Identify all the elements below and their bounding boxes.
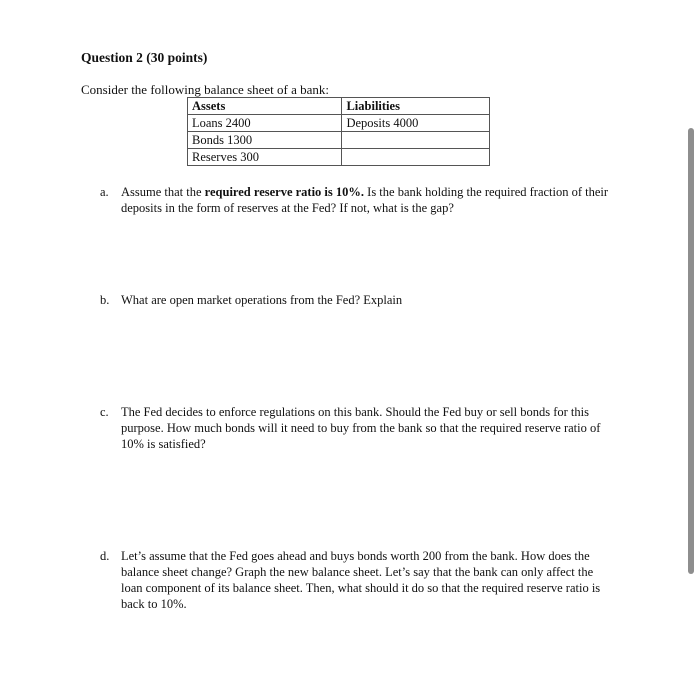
table-cell: Bonds 1300 xyxy=(188,132,342,149)
part-text: The Fed decides to enforce regulations on this bank. Should the Fed buy or sell bonds for this purpose. How much bonds will it need to buy from the bank so that the required reserve ratio of 10% is satisfied? xyxy=(121,405,601,451)
question-part-c xyxy=(100,404,610,452)
question-part-d xyxy=(100,548,610,612)
part-text-bold: required reserve ratio is 10%. xyxy=(204,185,365,199)
part-letter: d. xyxy=(100,549,110,563)
table-cell: Deposits 4000 xyxy=(342,115,490,132)
part-text: Let’s assume that the Fed goes ahead and buys bonds worth 200 from the bank. How does the balance sheet change? Graph the new balance sheet. Let’s say that the bank can only affect the loan component of its balance sheet. Then, what should it do so that the required reserve ratio is back to 10%. xyxy=(121,549,601,611)
vertical-scrollbar[interactable] xyxy=(688,128,694,574)
question-part-a xyxy=(100,184,610,216)
balance-sheet-table xyxy=(187,97,490,166)
table-header-row xyxy=(188,98,490,115)
table-cell: Reserves 300 xyxy=(188,149,342,166)
question-title: Question 2 (30 points) xyxy=(81,50,208,65)
part-text-segment: Assume that the xyxy=(121,185,205,199)
part-letter: a. xyxy=(100,185,109,199)
part-text xyxy=(121,184,610,216)
question-intro: Consider the following balance sheet of a bank: xyxy=(81,82,330,97)
table-cell xyxy=(342,149,490,166)
part-letter: b. xyxy=(100,293,110,307)
assets-header: Assets xyxy=(188,98,342,115)
table-cell: Loans 2400 xyxy=(188,115,342,132)
table-row xyxy=(188,115,490,132)
table-row xyxy=(188,149,490,166)
part-text: What are open market operations from the Fed? Explain xyxy=(121,293,403,307)
part-letter: c. xyxy=(100,405,109,419)
question-part-b xyxy=(100,292,610,308)
liabilities-header: Liabilities xyxy=(342,98,490,115)
table-cell xyxy=(342,132,490,149)
table-row xyxy=(188,132,490,149)
part-text-segment: Is the bank holding the required fraction of their deposits in the form of reserves at the Fed? If not, what is the gap? xyxy=(121,185,609,215)
